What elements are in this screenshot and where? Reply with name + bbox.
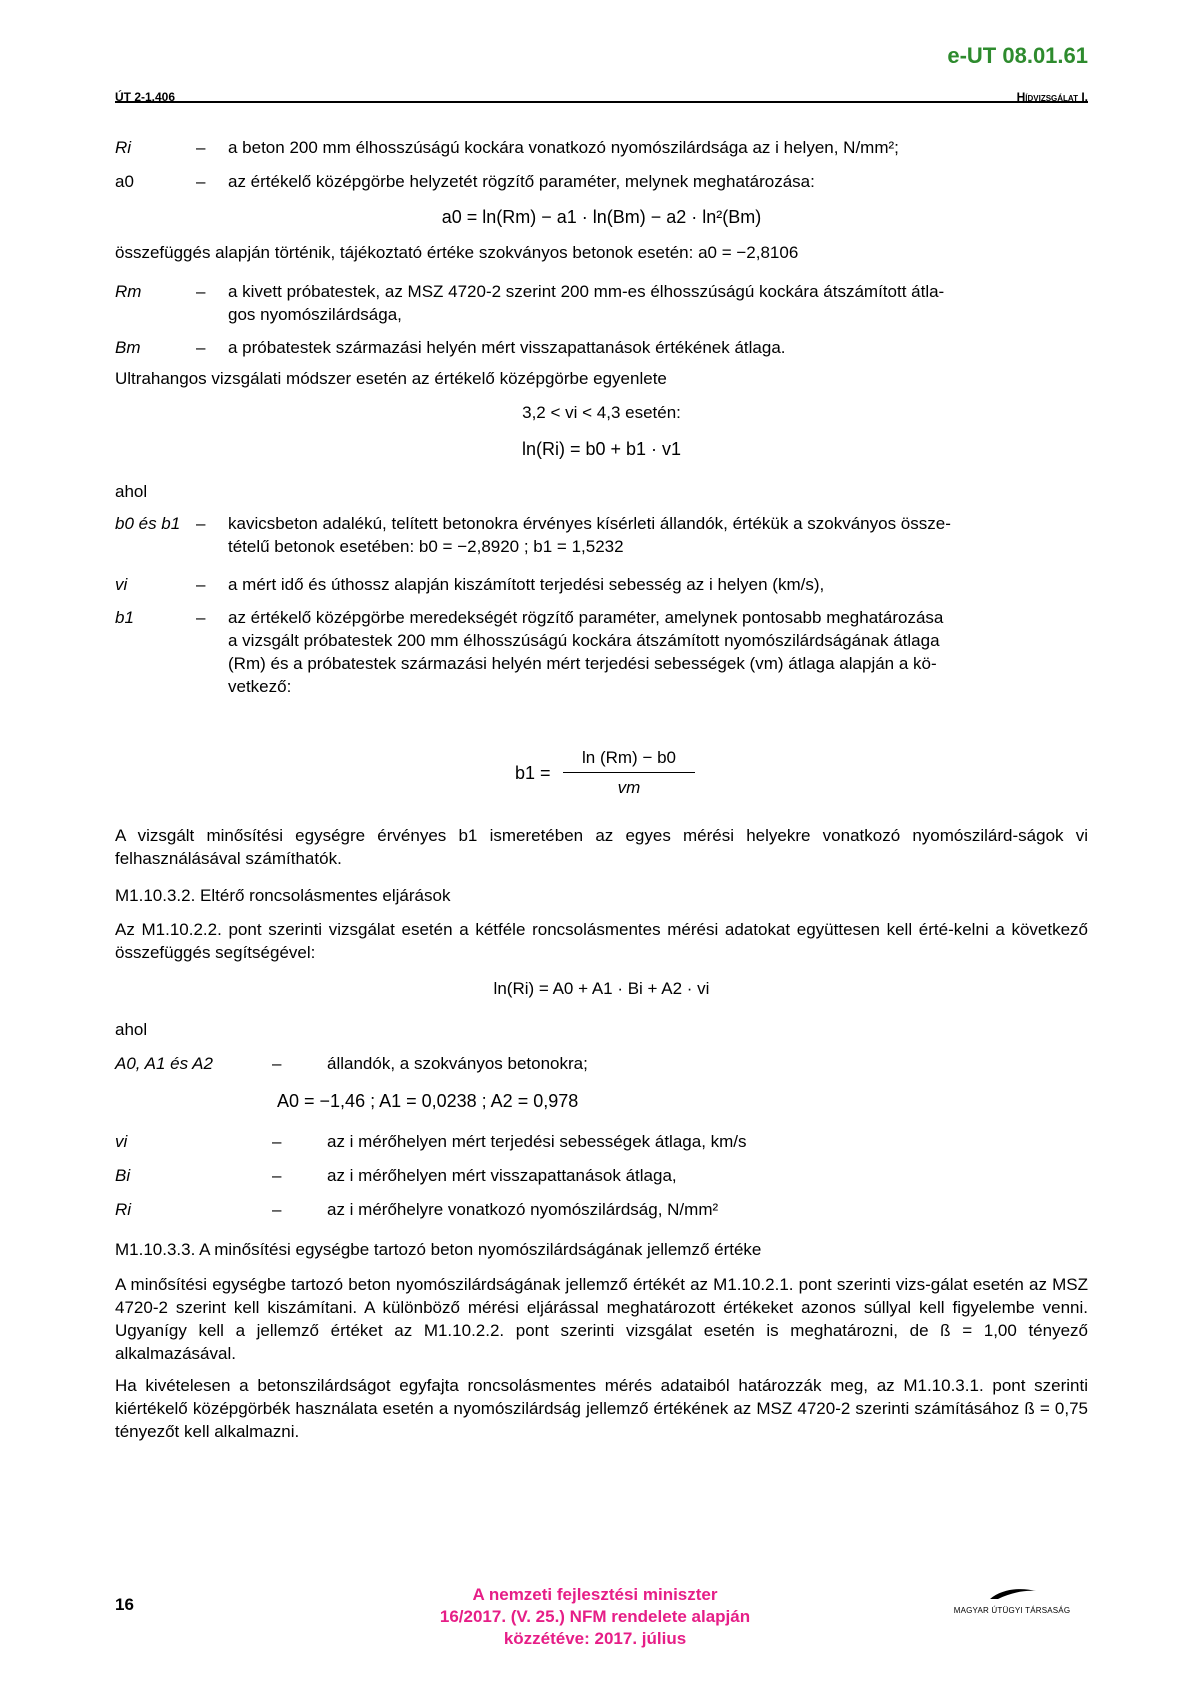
symbol-vi: vi [115, 1132, 128, 1151]
definition-text: gos nyomószilárdsága, [228, 305, 402, 324]
equation-condition: 3,2 < vi < 4,3 esetén: [522, 403, 681, 422]
dash: – [196, 282, 206, 301]
equation-a0: a0 = ln(Rm) − a1 · ln(Bm) − a2 · ln²(Bm) [441, 207, 762, 227]
dash: – [196, 338, 206, 357]
paragraph: A vizsgált minősítési egységre érvényes b1 ismeretében az egyes mérési helyekre vonatkozó nyomószilárd-ságok vi felhasználásával számíthatók. [115, 826, 1088, 868]
symbol-b0-b1: b0 és b1 [115, 514, 181, 533]
footer-line-3: közzétéve: 2017. július [503, 1629, 687, 1648]
symbol-constants: A0, A1 és A2 [115, 1054, 213, 1073]
symbol-Ri: Ri [115, 138, 132, 157]
definition-text: a beton 200 mm élhosszúságú kockára vonatkozó nyomószilárdsága az i helyen, N/mm²; [228, 138, 899, 157]
dash: – [196, 575, 206, 594]
definition-text: a kivett próbatestek, az MSZ 4720-2 szerint 200 mm-es élhosszúságú kockára átszámított átla- [228, 282, 945, 301]
dash: – [196, 514, 206, 533]
definition-text: a vizsgált próbatestek 200 mm élhosszúságú kockára átszámított nyomószilárdságának átlaga [228, 631, 940, 650]
equation-constants: A0 = −1,46 ; A1 = 0,0238 ; A2 = 0,978 [277, 1091, 579, 1111]
dash: – [272, 1132, 282, 1151]
definition-text: tételű betonok esetében: b0 = −2,8920 ; b1 = 1,5232 [228, 537, 624, 556]
page-number: 16 [115, 1595, 134, 1614]
fraction-denominator: vm [617, 778, 641, 797]
symbol-a0: a0 [115, 172, 134, 191]
fraction-bar [563, 772, 695, 773]
fraction-numerator: ln (Rm) − b0 [582, 748, 676, 767]
header-right: Hídvizsgálat I. [1016, 90, 1088, 104]
equation-b1-fraction [515, 744, 700, 804]
symbol-Bi: Bi [115, 1166, 131, 1185]
symbol-Rm: Rm [115, 282, 142, 301]
symbol-vi: vi [115, 575, 128, 594]
equation-combined: ln(Ri) = A0 + A1 · Bi + A2 · vi [493, 979, 710, 998]
paragraph: Ultrahangos vizsgálati módszer esetén az értékelő középgörbe egyenlete [115, 369, 667, 388]
dash: – [272, 1166, 282, 1185]
definition-text: a próbatestek származási helyén mért visszapattanások értékének átlaga. [228, 338, 786, 357]
paragraph: A minősítési egységbe tartozó beton nyomószilárdságának jellemző értékét az M1.10.2.1. pont szerinti vizs-gálat esetén az MSZ 4720-2 szerint kell kiszámítani. A különböző mérési eljárással meghatározott értékeket azonos súllyal kell figyelembe venni. Ugyanígy kell a jellemző értéket az M1.10.2.2. pont szerinti vizsgálat esetén is meghatározni, de ß = 1,00 tényező alkalmazásával. [115, 1275, 1088, 1363]
definition-text: kavicsbeton adalékú, telített betonokra érvényes kísérleti állandók, értékük a szokványos össze- [228, 514, 951, 533]
definition-text: vetkező: [228, 677, 292, 696]
dash: – [196, 172, 206, 191]
header-left: ÚT 2-1.406 [115, 90, 176, 104]
definition-text: az értékelő középgörbe helyzetét rögzítő paraméter, melynek meghatározása: [228, 172, 815, 191]
document-id: e-UT 08.01.61 [947, 43, 1088, 68]
dash: – [272, 1054, 282, 1073]
paragraph: Ha kivételesen a betonszilárdságot egyfajta roncsolásmentes mérés adataiból határozzák meg, az M1.10.3.1. pont szerinti kiértékelő középgörbék használata esetén a nyomószilárdság jellemző értékének az MSZ 4720-2 szerinti számításához ß = 0,75 tényezőt kell alkalmazni. [115, 1376, 1088, 1441]
symbol-b1: b1 [115, 608, 134, 627]
equation-lnRi: ln(Ri) = b0 + b1 · v1 [521, 439, 682, 459]
definition-text: az i mérőhelyen mért visszapattanások átlaga, [327, 1166, 677, 1185]
definition-text: a mért idő és úthossz alapján kiszámított terjedési sebesség az i helyen (km/s), [228, 575, 825, 594]
definition-text: az i mérőhelyen mért terjedési sebességek átlaga, km/s [327, 1132, 747, 1151]
mut-logo [932, 1585, 1092, 1615]
definition-text: az i mérőhelyre vonatkozó nyomószilárdság, N/mm² [327, 1200, 719, 1219]
paragraph: Az M1.10.2.2. pont szerinti vizsgálat esetén a kétféle roncsolásmentes mérési adatokat együttesen kell érté-kelni a következő összefüggés segítségével: [115, 920, 1088, 962]
fraction-lhs: b1 = [515, 763, 551, 783]
ahol-label: ahol [115, 1020, 148, 1039]
section-heading: M1.10.3.3. A minősítési egységbe tartozó beton nyomószilárdságának jellemző értéke [115, 1240, 762, 1259]
paragraph: összefüggés alapján történik, tájékoztató értéke szokványos betonok esetén: a0 = −2,8106 [115, 243, 799, 262]
definition-text: állandók, a szokványos betonokra; [327, 1054, 588, 1073]
symbol-Bm: Bm [115, 338, 141, 357]
header-rule [115, 101, 1088, 103]
section-heading: M1.10.3.2. Eltérő roncsolásmentes eljárások [115, 886, 451, 905]
ahol-label: ahol [115, 482, 148, 501]
symbol-Ri: Ri [115, 1200, 132, 1219]
dash: – [196, 608, 206, 627]
footer-line-2: 16/2017. (V. 25.) NFM rendelete alapján [439, 1607, 751, 1626]
dash: – [272, 1200, 282, 1219]
logo-text: MAGYAR ÚTÜGYI TÁRSASÁG [953, 1606, 1071, 1615]
dash: – [196, 138, 206, 157]
definition-text: (Rm) és a próbatestek származási helyén mért terjedési sebességek (vm) átlaga alapján a kö- [228, 654, 937, 673]
definition-text: az értékelő középgörbe meredekségét rögzítő paraméter, amelynek pontosabb meghatározása [228, 608, 944, 627]
footer-line-1: A nemzeti fejlesztési miniszter [472, 1585, 718, 1604]
